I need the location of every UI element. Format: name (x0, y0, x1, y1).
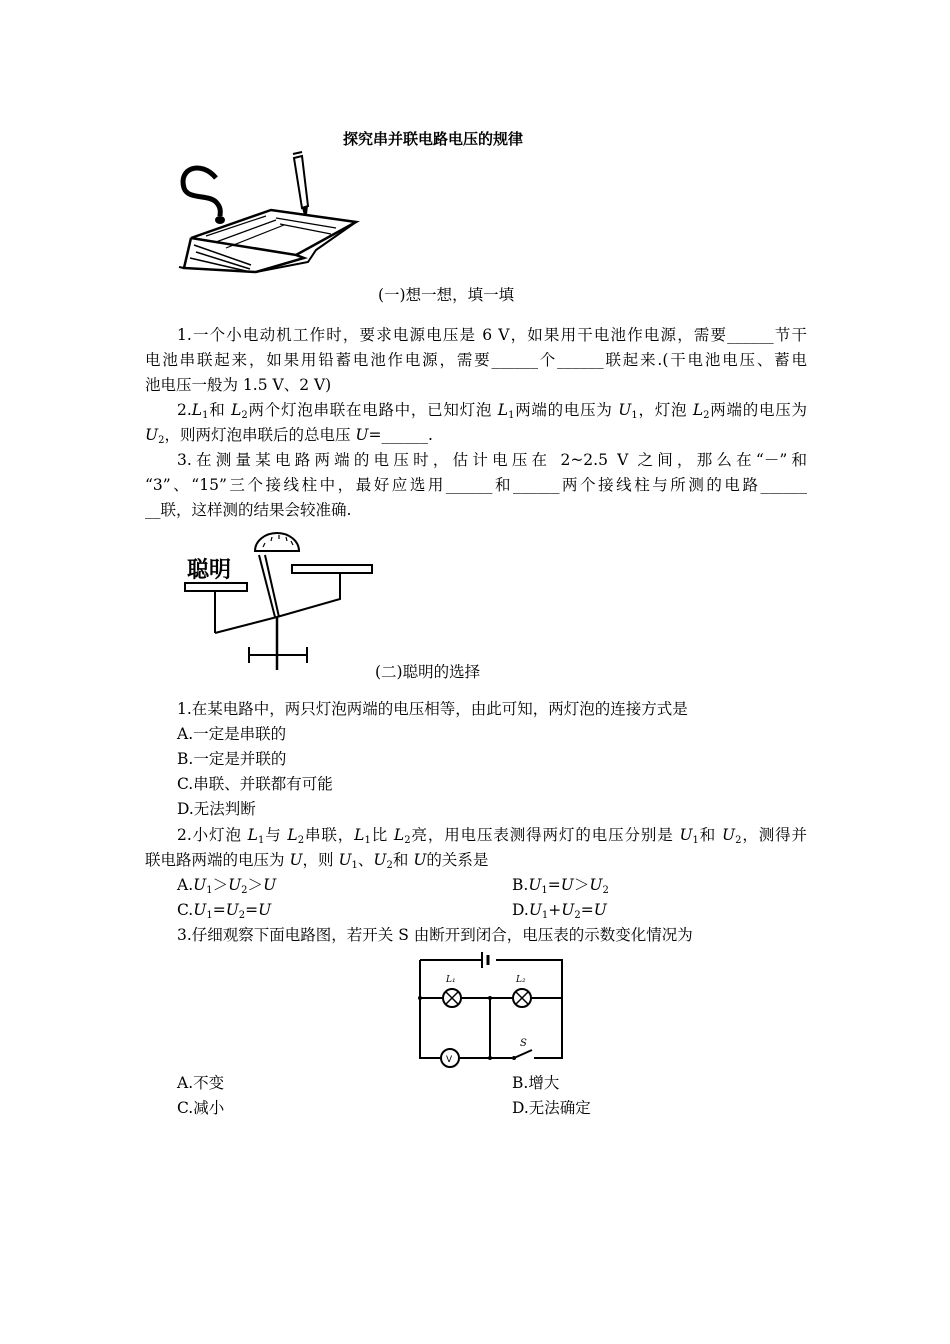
q2-3-option-d: D.无法确定 (512, 1099, 591, 1117)
q2-3-option-c: C.减小 (177, 1099, 225, 1117)
section-1-heading: (一)想一想，填一填 (378, 286, 515, 304)
q1-1-line1: 1.一个小电动机工作时，要求电源电压是 6 V，如果用干电池作电源，需要______节干 (177, 326, 807, 344)
q2-3-option-b: B.增大 (512, 1074, 560, 1092)
q2-3-stem: 3.仔细观察下面电路图，若开关 S 由断开到闭合，电压表的示数变化情况为 (177, 926, 693, 944)
q2-2-option-a: $A.U_1>U_2>U$ (177, 876, 277, 896)
label-s: S (520, 1038, 527, 1049)
q2-1-option-b: B.一定是并联的 (177, 750, 287, 768)
q2-1-stem: 1.在某电路中，两只灯泡两端的电压相等，由此可知，两灯泡的连接方式是 (177, 700, 688, 718)
q2-3-option-a: A.不变 (177, 1074, 225, 1092)
q1-1-line3: 池电压一般为 1.5 V、2 V) (145, 376, 332, 394)
section-2-heading: (二)聪明的选择 (375, 663, 481, 681)
image-caption-congming: 聪明 (187, 558, 232, 583)
q2-1-option-d: D.无法判断 (177, 800, 256, 818)
q1-3-line2: “3”、“15”三个接线柱中，最好应选用______和______两个接线柱与所测的电路______ (145, 476, 807, 494)
q2-2-line2: 联电路两端的电压为 U，则 $U_1$、$U_2$和 U的关系是 (145, 851, 489, 871)
q2-1-option-a: A.一定是串联的 (177, 725, 287, 743)
q2-2-option-c: $C.U_1=U_2=U$ (177, 901, 272, 921)
q2-1-option-c: C.串联、并联都有可能 (177, 775, 333, 793)
label-l2: L₂ (516, 975, 526, 985)
q2-2-line1: 2.小灯泡 $L_1$与 $L_2$串联，$L_1$比 $L_2$亮，用电压表测得两灯的电压分别是 $U_1$和 $U_2$，测得并 (177, 826, 807, 846)
label-l1: L₁ (446, 975, 456, 985)
q2-2-option-b: $B.U_1=U>U_2$ (512, 876, 609, 896)
q1-2-line2: $U_2$，则两灯泡串联后的总电压 U=______. (145, 426, 433, 446)
circuit-diagram (410, 950, 570, 1070)
q1-3-line1: 3.在测量某电路两端的电压时，估计电压在 2~2.5 V 之间，那么在“－”和 (177, 451, 807, 469)
book-pencil-illustration (176, 150, 376, 280)
q1-3-line3: __联，这样测的结果会较准确. (145, 501, 352, 519)
q1-1-line2: 电池串联起来，如果用铅蓄电池作电源，需要______个______联起来.(干电池电压、蓄电 (145, 351, 807, 369)
balance-illustration (175, 525, 385, 675)
page-title: 探究串并联电路电压的规律 (342, 130, 523, 148)
q1-2-line1: $2.L_1$和 $L_2$两个灯泡串联在电路中，已知灯泡 $L_1$两端的电压为 $U_1$，灯泡 $L_2$两端的电压为 (177, 401, 807, 421)
q2-2-option-d: $D.U_1+U_2=U$ (512, 901, 607, 921)
label-v: V (446, 1055, 453, 1065)
